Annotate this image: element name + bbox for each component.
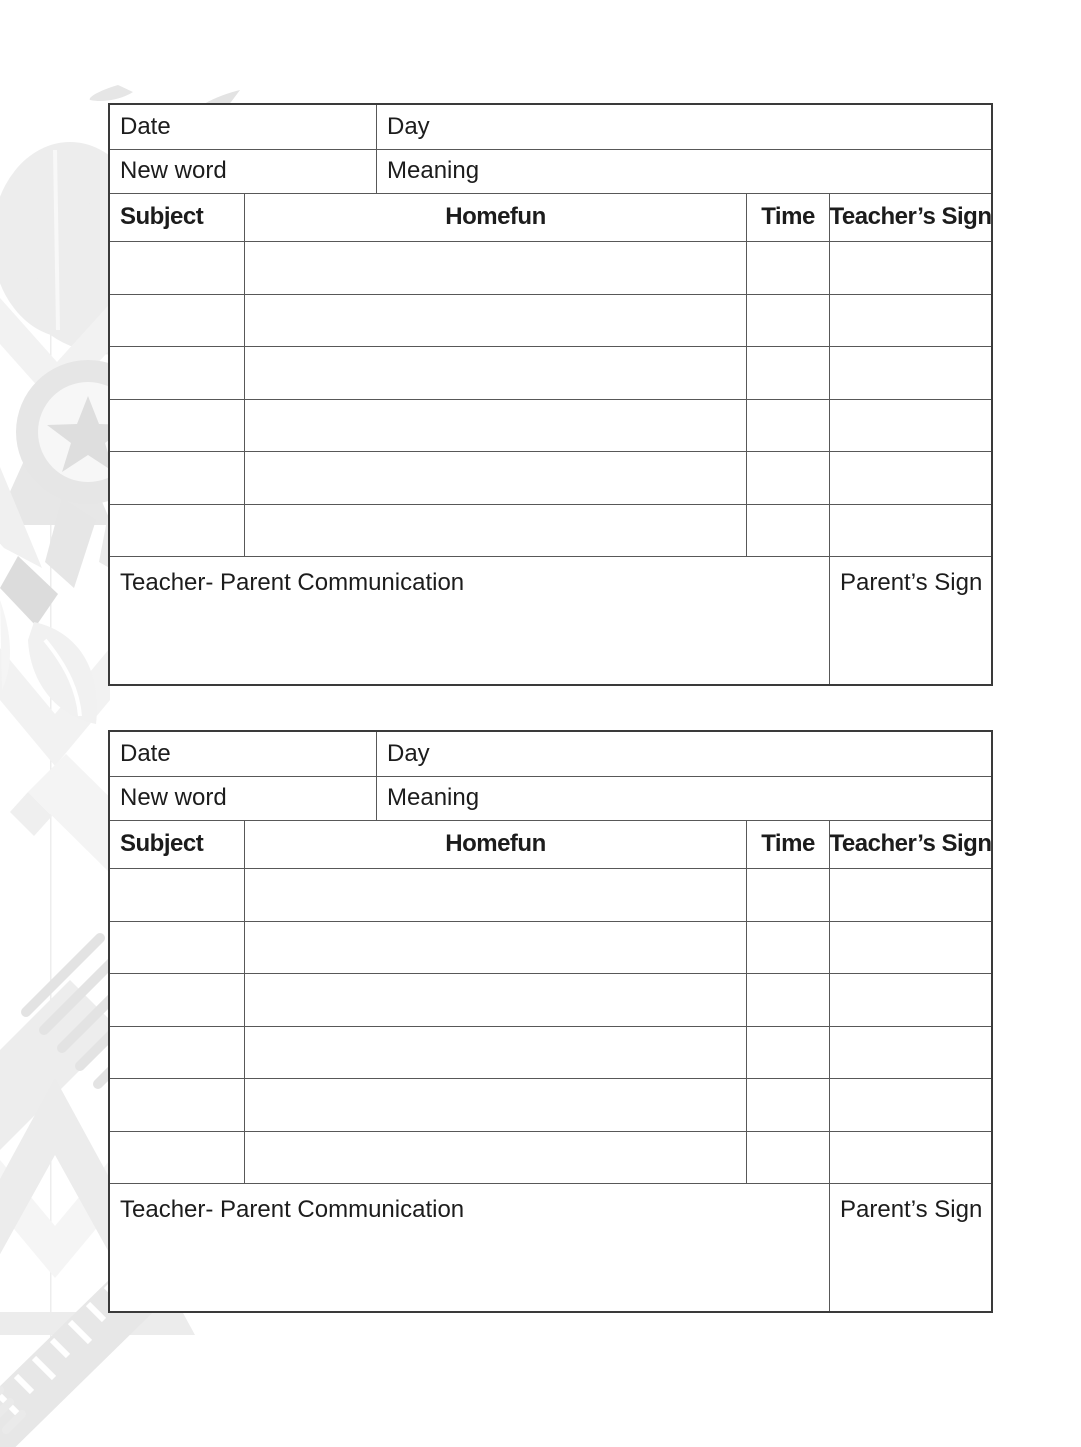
homefun-cell-empty (245, 974, 747, 1026)
teacher-sign-cell-empty (830, 1132, 991, 1184)
homefun-cell-empty (245, 1027, 747, 1079)
column-header-row (110, 194, 991, 242)
subject-cell-empty (110, 1079, 245, 1131)
homefun-entry-row (110, 347, 991, 400)
homefun-cell-empty (245, 505, 747, 557)
homefun-entry-row (110, 505, 991, 558)
teacher-sign-cell-empty (830, 400, 991, 452)
teacher-sign-cell-empty (830, 295, 991, 347)
time-cell-empty (747, 505, 830, 557)
parent-sign-label: Parent’s Sign (840, 569, 983, 596)
subject-cell-empty (110, 347, 245, 399)
homefun-cell-empty (245, 242, 747, 294)
time-cell-empty (747, 974, 830, 1026)
date-label: Date (110, 732, 377, 776)
new-word-label: New word (110, 150, 377, 193)
teacher-parent-communication-label: Teacher- Parent Communication (110, 1184, 830, 1311)
communication-row (110, 1184, 991, 1311)
subject-cell-empty (110, 869, 245, 921)
new-word-label: New word (110, 777, 377, 820)
teacher-sign-cell-empty (830, 452, 991, 504)
subject-header: Subject (110, 821, 245, 868)
time-cell-empty (747, 242, 830, 294)
time-cell-empty (747, 347, 830, 399)
subject-cell-empty (110, 974, 245, 1026)
homefun-entry-row (110, 1132, 991, 1185)
homefun-entry-row (110, 922, 991, 975)
homefun-cell-empty (245, 922, 747, 974)
day-label: Day (387, 739, 430, 767)
subject-cell-empty (110, 452, 245, 504)
teacher-sign-cell-empty (830, 974, 991, 1026)
subject-cell-empty (110, 400, 245, 452)
homefun-entry-row (110, 869, 991, 922)
time-cell-empty (747, 1027, 830, 1079)
date-day-row (110, 732, 991, 777)
time-cell-empty (747, 295, 830, 347)
time-cell-empty (747, 400, 830, 452)
homefun-entry-row (110, 974, 991, 1027)
homefun-entry-row (110, 1027, 991, 1080)
date-day-row (110, 105, 991, 150)
teacher-sign-cell-empty (830, 922, 991, 974)
teacher-sign-cell-empty (830, 869, 991, 921)
homefun-entry-row (110, 452, 991, 505)
time-cell-empty (747, 869, 830, 921)
homefun-cell-empty (245, 1132, 747, 1184)
teacher-parent-communication-label: Teacher- Parent Communication (110, 557, 830, 684)
homefun-entry-row (110, 1079, 991, 1132)
teacher-sign-cell-empty (830, 1079, 991, 1131)
day-label: Day (387, 112, 430, 140)
meaning-label: Meaning (387, 157, 480, 185)
subject-cell-empty (110, 1132, 245, 1184)
time-cell-empty (747, 452, 830, 504)
homefun-table-1 (108, 103, 993, 686)
teacher-sign-header: Teacher’s Sign (830, 830, 991, 858)
homefun-cell-empty (245, 452, 747, 504)
meaning-label: Meaning (387, 784, 480, 812)
time-header: Time (747, 821, 830, 868)
subject-cell-empty (110, 505, 245, 557)
parent-sign-label: Parent’s Sign (840, 1196, 983, 1223)
teacher-sign-header: Teacher’s Sign (830, 203, 991, 231)
time-cell-empty (747, 1079, 830, 1131)
teacher-sign-cell-empty (830, 1027, 991, 1079)
subject-cell-empty (110, 295, 245, 347)
homefun-cell-empty (245, 400, 747, 452)
homefun-header: Homefun (245, 821, 747, 868)
teacher-sign-cell-empty (830, 347, 991, 399)
teacher-sign-cell-empty (830, 242, 991, 294)
time-cell-empty (747, 1132, 830, 1184)
subject-header: Subject (110, 194, 245, 241)
homefun-cell-empty (245, 295, 747, 347)
homefun-cell-empty (245, 869, 747, 921)
time-header: Time (747, 194, 830, 241)
homefun-entry-row (110, 242, 991, 295)
time-cell-empty (747, 922, 830, 974)
homefun-table-2 (108, 730, 993, 1313)
homefun-entry-row (110, 295, 991, 348)
subject-cell-empty (110, 922, 245, 974)
subject-cell-empty (110, 1027, 245, 1079)
teacher-sign-cell-empty (830, 505, 991, 557)
newword-meaning-row (110, 777, 991, 821)
homefun-cell-empty (245, 1079, 747, 1131)
subject-cell-empty (110, 242, 245, 294)
newword-meaning-row (110, 150, 991, 194)
homefun-header: Homefun (245, 194, 747, 241)
homefun-entry-row (110, 400, 991, 453)
date-label: Date (110, 105, 377, 149)
communication-row (110, 557, 991, 684)
column-header-row (110, 821, 991, 869)
homefun-cell-empty (245, 347, 747, 399)
